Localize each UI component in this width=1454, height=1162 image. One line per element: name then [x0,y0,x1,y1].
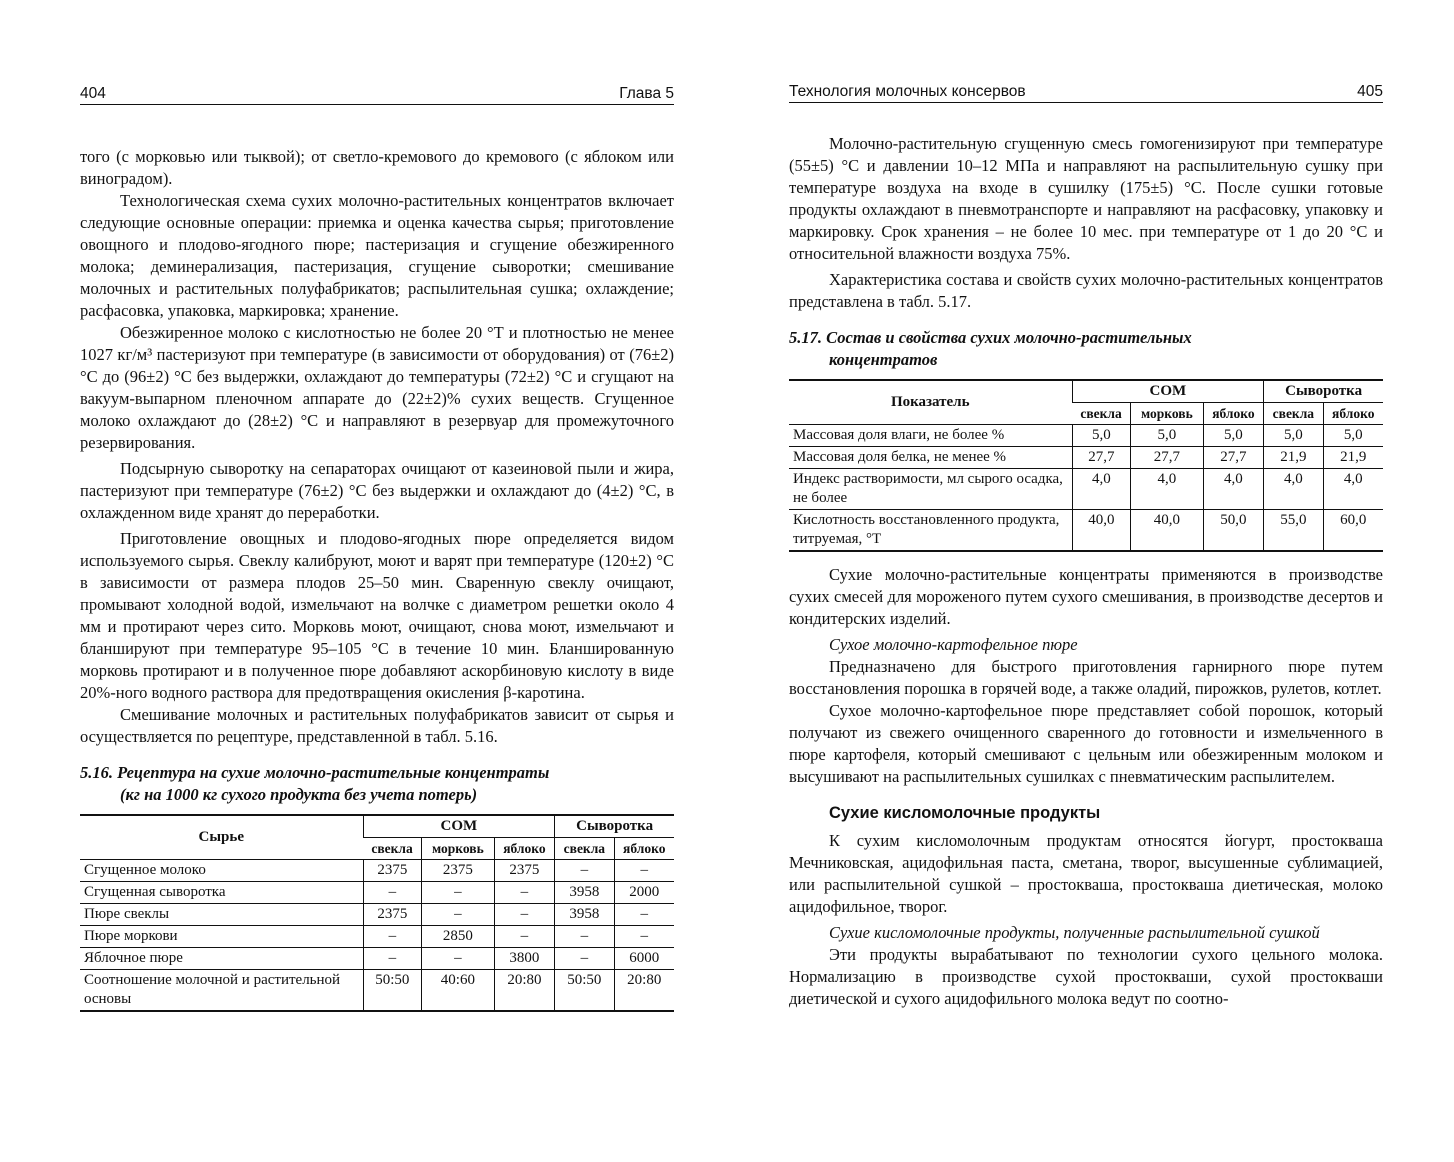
table-row [80,948,674,970]
table-cell: – [363,882,422,904]
table-cell: 2000 [614,882,674,904]
paragraph: Молочно-растительную сгущенную смесь гомогенизируют при температуре (55±5) °С и давлении 10–12 МПа и направляют на распылительную сушку при температуре воздуха на входе в сушилку (175±5) °С. После сушки готовые продукты охлаждают в пневмотранспорте и направляют на расфасовку, упаковку и маркировку. Срок хранения – не более 10 мес. при температуре от 1 до 20 °С и относительной влажности воздуха 75%. [789,134,1383,263]
page-number: 404 [80,85,106,102]
table-caption-line: (кг на 1000 кг сухого продукта без учета потерь) [120,785,478,804]
table-cell: 60,0 [1323,510,1383,552]
paragraph: К сухим кисломолочным продуктам относятся йогурт, простокваша Мечниковская, ацидофильная паста, сметана, творог, высушенные сублимацией, или распылительной сушкой – простокваша, простокваша диетическая, молоко ацидофильное, творог. [789,831,1383,916]
table-cell: 50:50 [555,970,614,1012]
column-header: Сырье [80,815,363,860]
column-header: яблоко [1203,403,1264,425]
table-row [789,510,1383,552]
table-cell: 2375 [363,904,422,926]
table-cell: 3958 [555,882,614,904]
table-cell: – [614,926,674,948]
recipe-table [80,814,674,1012]
table-caption-line: концентратов [829,350,938,369]
table-cell: 27,7 [1131,447,1204,469]
column-header: Показатель [789,380,1072,425]
row-label: Массовая доля влаги, не более % [789,425,1072,447]
table-row [80,926,674,948]
table-row [80,904,674,926]
column-header: свекла [363,838,422,860]
column-header: морковь [422,838,495,860]
table-cell: 4,0 [1203,469,1264,510]
table-caption [789,327,1383,371]
column-group-header: СОМ [1072,380,1264,403]
column-header: яблоко [494,838,555,860]
table-cell: – [422,904,495,926]
column-header: морковь [1131,403,1204,425]
table-caption-line: 5.16. Рецептура на сухие молочно-растительные концентраты [80,763,550,782]
paragraph: Обезжиренное молоко с кислотностью не более 20 °Т и плотностью не менее 1027 кг/м³ пастеризуют при температуре (в зависимости от оборудования) от (76±2) °С до (96±2) °С без выдержки, охлаждают до температуры (72±2) °С и сгущают на вакуум-выпарном пленочном аппарате до (22±2)% сухих веществ. Сгущенное молоко охлаждают до (28±2) °С и направляют в резервуар для промежуточного резервирования. [80,323,674,452]
column-header: свекла [1072,403,1131,425]
table-cell: 3800 [494,948,555,970]
column-header: свекла [555,838,614,860]
table-cell: – [363,926,422,948]
paragraph: Приготовление овощных и плодово-ягодных пюре определяется видом используемого сырья. Свеклу калибруют, моют и варят при температуре (120±2) °С в зависимости от размера плодов 25–50 мин. Сваренную свеклу очищают, промывают холодной водой, измельчают на волчке с диаметром решетки около 4 мм и протирают через сито. Морковь моют, очищают, снова моют, измельчают и бланшируют при температуре 95–105 °С в течение 10 мин. Бланшированную морковь протирают и в полученное пюре добавляют аскорбиновую кислоту в виде 20%-ного водного раствора для предотвращения окисления β-каротина. [80,529,674,702]
chapter-title: Глава 5 [619,85,674,102]
table-cell: – [614,904,674,926]
table-row [80,860,674,882]
table-cell: 27,7 [1203,447,1264,469]
table-row [789,469,1383,510]
running-head [80,82,674,105]
column-header: свекла [1264,403,1323,425]
table-row [80,882,674,904]
page-body [80,146,674,1012]
table-cell: 20:80 [494,970,555,1012]
column-group-header: СОМ [363,815,555,838]
table-cell: 2375 [363,860,422,882]
table-cell: – [494,882,555,904]
column-group-header: Сыворотка [555,815,674,838]
table-cell: – [555,948,614,970]
table-cell: – [555,860,614,882]
table-cell: 2375 [422,860,495,882]
paragraph: Сухие молочно-растительные концентраты применяются в производстве сухих смесей для мороженого путем сухого смешивания, в производстве десертов и кондитерских изделий. [789,565,1383,628]
chapter-title: Технология молочных консервов [789,83,1026,100]
row-label: Кислотность восстановленного продукта, титруемая, °Т [789,510,1072,552]
table-caption-line: 5.17. Состав и свойства сухих молочно-растительных [789,328,1192,347]
table-cell: – [363,948,422,970]
table-cell: – [494,926,555,948]
table-cell: 50:50 [363,970,422,1012]
table-row [80,970,674,1012]
table-cell: 5,0 [1323,425,1383,447]
table-caption [80,762,674,806]
paragraph: Технологическая схема сухих молочно-растительных концентратов включает следующие основные операции: приемка и оценка качества сырья; приготовление овощного и плодово-ягодного пюре; пастеризация и сгущение обезжиренного молока; деминерализация, пастеризация, сгущение сыворотки; смешивание молочных и растительных полуфабрикатов; распылительная сушка; охлаждение; расфасовка, упаковка, маркировка; хранение. [80,191,674,320]
table-cell: 4,0 [1131,469,1204,510]
table-cell: – [555,926,614,948]
page-body [789,133,1383,1010]
table-cell: 40,0 [1072,510,1131,552]
table-cell: – [494,904,555,926]
subheading: Сухие кисломолочные продукты, полученные распылительной сушкой [829,923,1320,942]
subheading: Сухое молочно-картофельное пюре [829,635,1078,654]
row-label: Индекс растворимости, мл сырого осадка, не более [789,469,1072,510]
table-cell: 4,0 [1072,469,1131,510]
table-cell: 55,0 [1264,510,1323,552]
paragraph: Смешивание молочных и растительных полуфабрикатов зависит от сырья и осуществляется по рецептуре, представленной в табл. 5.16. [80,705,674,746]
table-cell: 40:60 [422,970,495,1012]
page-number: 405 [1357,83,1383,100]
table-cell: 3958 [555,904,614,926]
table-cell: – [422,882,495,904]
row-label: Соотношение молочной и растительной основы [80,970,363,1012]
properties-table [789,379,1383,552]
table-cell: 4,0 [1264,469,1323,510]
table-cell: 50,0 [1203,510,1264,552]
table-cell: 2375 [494,860,555,882]
running-head [789,80,1383,103]
row-label: Сгущенная сыворотка [80,882,363,904]
paragraph: Подсырную сыворотку на сепараторах очищают от казеиновой пыли и жира, пастеризуют при температуре (76±2) °С без выдержки и охлаждают до (4±2) °С, в охлажденном виде хранят до переработки. [80,459,674,522]
table-cell: – [422,948,495,970]
row-label: Пюре моркови [80,926,363,948]
row-label: Пюре свеклы [80,904,363,926]
row-label: Массовая доля белка, не менее % [789,447,1072,469]
table-row [789,447,1383,469]
table-cell: 6000 [614,948,674,970]
section-heading: Сухие кисломолочные продукты [829,804,1101,822]
row-label: Яблочное пюре [80,948,363,970]
paragraph: Сухое молочно-картофельное пюре представляет собой порошок, который получают из свежего очищенного сваренного до готовности и измельченного в пюре картофеля, который смешивают с цельным или обезжиренным молоком и высушивают на распылительных сушилках с пневматическим распылителем. [789,701,1383,786]
table-cell: 21,9 [1264,447,1323,469]
table-cell: 40,0 [1131,510,1204,552]
paragraph: Предназначено для быстрого приготовления гарнирного пюре путем восстановления порошка в горячей воде, а также оладий, пирожков, рулетов, котлет. [789,657,1383,698]
table-cell: – [614,860,674,882]
table-row [789,425,1383,447]
table-cell: 20:80 [614,970,674,1012]
table-cell: 5,0 [1131,425,1204,447]
table-cell: 5,0 [1072,425,1131,447]
table-cell: 2850 [422,926,495,948]
table-cell: 27,7 [1072,447,1131,469]
row-label: Сгущенное молоко [80,860,363,882]
table-cell: 5,0 [1264,425,1323,447]
column-header: яблоко [1323,403,1383,425]
paragraph: Характеристика состава и свойств сухих молочно-растительных концентратов представлена в табл. 5.17. [789,270,1383,311]
table-cell: 21,9 [1323,447,1383,469]
paragraph: того (с морковью или тыквой); от светло-кремового до кремового (с яблоком или виноградом). [80,147,674,188]
column-header: яблоко [614,838,674,860]
table-cell: 4,0 [1323,469,1383,510]
paragraph: Эти продукты вырабатывают по технологии сухого цельного молока. Нормализацию в производстве сухой простокваши, сухой простокваши диетической и сухого ацидофильного молока ведут по соотно- [789,945,1383,1008]
table-cell: 5,0 [1203,425,1264,447]
column-group-header: Сыворотка [1264,380,1383,403]
